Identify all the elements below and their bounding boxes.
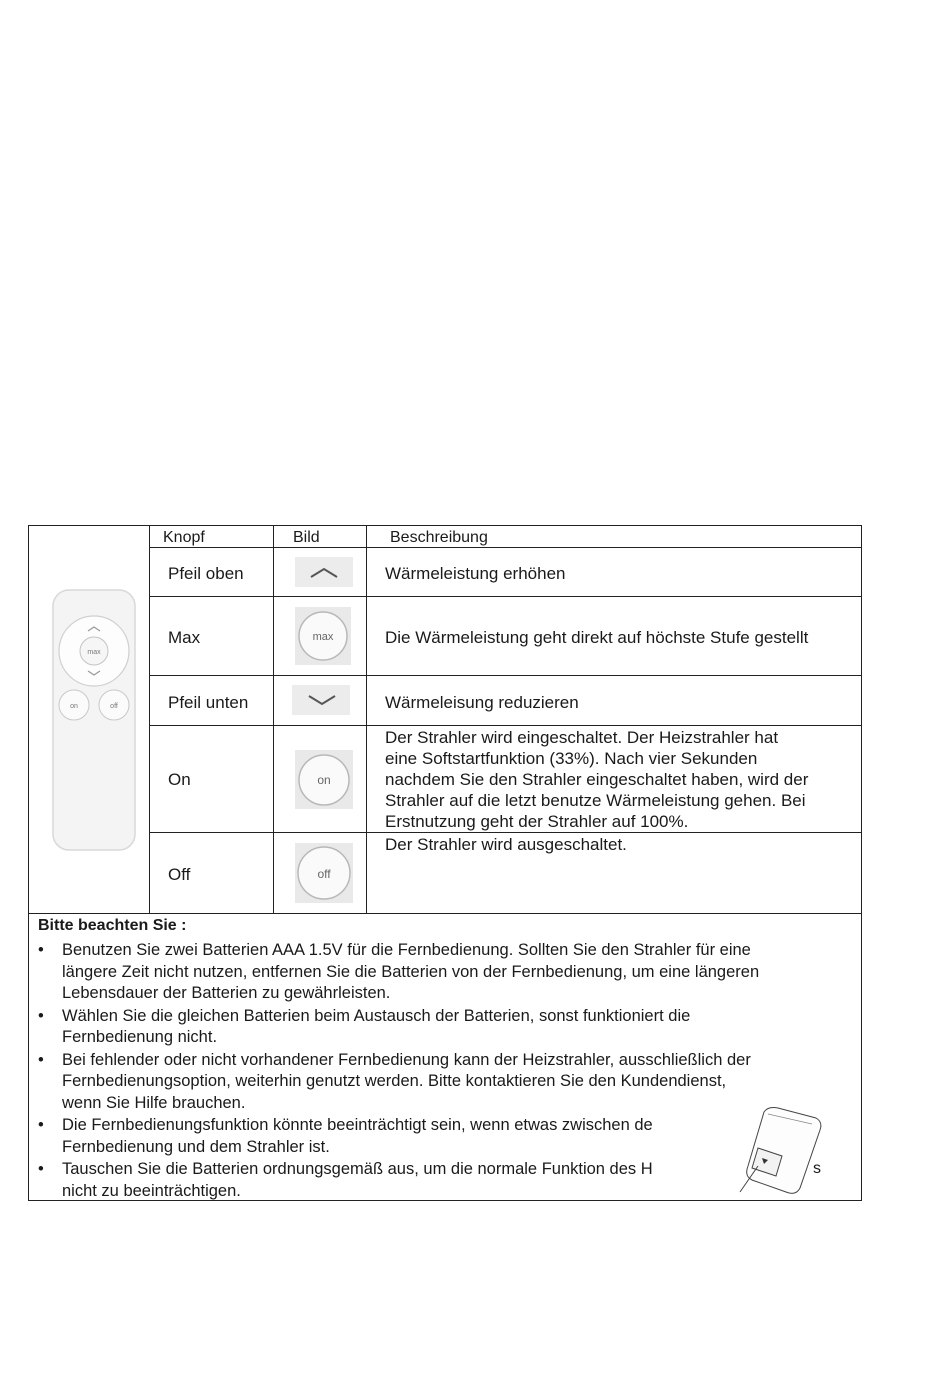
note-line: Bei fehlender oder nicht vorhandener Fernbedienung kann der Heizstrahler, ausschließlich der: [62, 1050, 751, 1069]
row-desc-max: Die Wärmeleistung geht direkt auf höchste Stufe gestellt: [385, 628, 809, 647]
row-desc-on: [385, 727, 808, 832]
notes-title: Bitte beachten Sie :: [38, 917, 187, 934]
table-divider: [149, 725, 862, 726]
on-button-icon: [295, 750, 353, 809]
bullet: •: [38, 1116, 44, 1134]
row-label-off: Off: [168, 865, 191, 884]
bullet: •: [38, 1006, 44, 1025]
row-desc-pfeil-unten: Wärmeleisung reduzieren: [385, 693, 579, 712]
list-item: [36, 1006, 856, 1049]
note-line: Fernbedienungsoption, weiterhin genutzt werden. Bitte kontaktieren Sie den Kundendienst,: [62, 1072, 727, 1090]
list-item: [36, 940, 856, 1005]
on-label: on: [317, 773, 331, 787]
desc-line: Der Strahler wird eingeschaltet. Der Heizstrahler hat: [385, 728, 779, 747]
arrow-up-icon: [295, 557, 353, 587]
note-line: Fernbedienung nicht.: [62, 1028, 218, 1046]
bullet: •: [38, 1050, 44, 1069]
note-line: Lebensdauer der Batterien zu gewährleisten.: [62, 984, 391, 1002]
table-divider: [149, 832, 862, 833]
desc-line: eine Softstartfunktion (33%). Nach vier Sekunden: [385, 749, 758, 768]
max-label: max: [312, 631, 334, 643]
note-line: wenn Sie Hilfe brauchen.: [62, 1093, 246, 1112]
table-divider: [149, 547, 862, 548]
remote-control-image: [52, 589, 136, 851]
note-line: längere Zeit nicht nutzen, entfernen Sie die Batterien von der Fernbedienung, um eine längeren: [62, 962, 760, 981]
row-desc-pfeil-oben: Wärmeleistung erhöhen: [385, 564, 566, 583]
bullet: •: [38, 1160, 44, 1178]
note-line: Fernbedienung und dem Strahler ist.: [62, 1137, 330, 1156]
note-line: nicht zu beeinträchtigen.: [62, 1181, 241, 1200]
row-label-pfeil-oben: Pfeil oben: [168, 564, 244, 583]
battery-compartment-image: [728, 1104, 828, 1196]
note-line: Die Fernbedienungsfunktion könnte beeinträchtigt sein, wenn etwas zwischen de: [62, 1116, 653, 1134]
row-label-max: Max: [168, 628, 201, 647]
row-label-on: On: [168, 770, 191, 789]
max-button-icon: [295, 607, 351, 665]
off-label: off: [317, 867, 331, 881]
desc-line: nachdem Sie den Strahler eingeschaltet haben, wird der: [385, 770, 809, 789]
table-divider: [149, 525, 150, 913]
table-divider: [366, 525, 367, 913]
note-line: Benutzen Sie zwei Batterien AAA 1.5V für die Fernbedienung. Sollten Sie den Strahler für eine: [62, 941, 751, 959]
header-bild: Bild: [293, 529, 320, 546]
remote-max-label: max: [87, 649, 101, 656]
remote-on-label: on: [70, 703, 78, 710]
note-line: Wählen Sie die gleichen Batterien beim Austausch der Batterien, sonst funktioniert die: [62, 1006, 691, 1025]
bullet: •: [38, 941, 44, 959]
header-knopf: Knopf: [163, 529, 205, 546]
desc-line: Erstnutzung geht der Strahler auf 100%.: [385, 812, 689, 831]
row-label-pfeil-unten: Pfeil unten: [168, 693, 249, 712]
table-divider: [149, 596, 862, 597]
desc-line: Strahler auf die letzt benutze Wärmeleistung gehen. Bei: [385, 791, 806, 810]
arrow-down-icon: [292, 685, 350, 715]
table-divider: [28, 913, 862, 914]
remote-off-label: off: [110, 703, 118, 710]
table-divider: [149, 675, 862, 676]
clipped-text-suffix: s: [813, 1160, 821, 1177]
table-divider: [273, 525, 274, 913]
note-line: Tauschen Sie die Batterien ordnungsgemäß aus, um die normale Funktion des H: [62, 1160, 653, 1178]
off-button-icon: [295, 843, 353, 903]
header-beschreibung: Beschreibung: [390, 529, 488, 546]
row-desc-off: Der Strahler wird ausgeschaltet.: [385, 835, 627, 854]
